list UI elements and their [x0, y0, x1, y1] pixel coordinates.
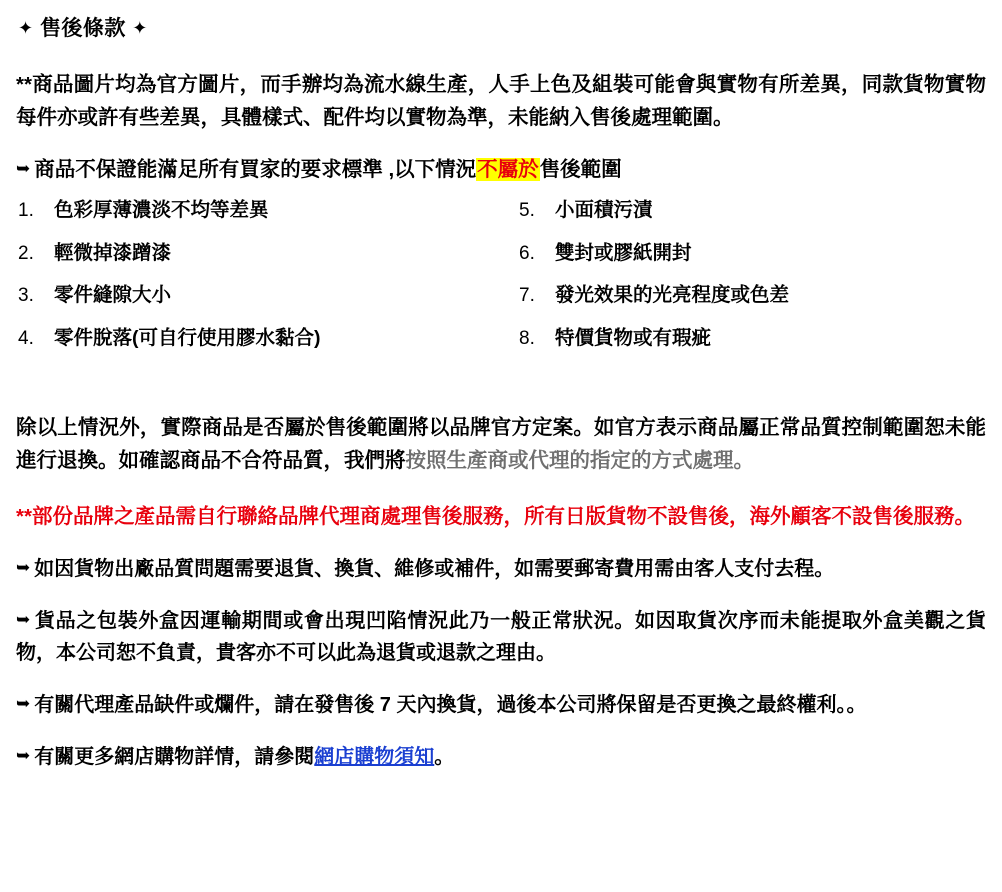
red-warning-paragraph: **部份品牌之產品需自行聯絡品牌代理商處理售後服務，所有日版貨物不設售後，海外顧客不設售後服務。 [16, 504, 975, 528]
note-shipping-fee [16, 553, 986, 585]
list-item-label: 零件脫落(可自行使用膠水黏合) [54, 326, 321, 349]
note-packaging-damage [16, 605, 986, 669]
policy-paragraph [16, 411, 986, 477]
arrow-right-icon: ➥ [16, 609, 31, 629]
list-item-number: 8. [519, 327, 535, 349]
list-item-number: 2. [18, 242, 34, 264]
list-item [18, 201, 501, 221]
list-item-label: 小面積污漬 [555, 199, 653, 222]
exclusion-list [16, 201, 986, 371]
list-item [18, 241, 501, 264]
list-item [519, 241, 986, 264]
page-title-text: 售後條款 [39, 17, 126, 40]
list-item [18, 286, 501, 306]
note-text-before: 有關更多網店購物詳情，請參閱 [34, 745, 315, 768]
arrow-right-icon: ➥ [16, 557, 31, 577]
list-item-label: 特價貨物或有瑕疵 [555, 326, 712, 349]
exclusion-column-right [501, 201, 986, 371]
star-right-icon: ✦ [132, 18, 148, 38]
exclusion-heading-after: 售後範圍 [539, 158, 622, 182]
list-item-number: 7. [519, 285, 535, 307]
note-missing-parts [16, 689, 986, 721]
spacer [16, 371, 986, 389]
policy-paragraph-gray: 按照生產商或代理的指定的方式處理。 [405, 449, 754, 473]
star-left-icon: ✦ [18, 18, 34, 38]
page-title [18, 12, 986, 42]
list-item-label: 零件縫隙大小 [54, 284, 172, 307]
note-text: 有關代理產品缺件或爛件，請在發售後 7 天內換貨，過後本公司將保留是否更換之最終權利。。 [34, 693, 867, 716]
list-item-label: 色彩厚薄濃淡不均等差異 [54, 199, 269, 222]
intro-paragraph: **商品圖片均為官方圖片，而手辦均為流水線生產，人手上色及組裝可能會與實物有所差異，同款貨物實物每件亦或許有些差異，具體樣式、配件均以實物為準，未能納入售後處理範圍。 [16, 73, 986, 130]
arrow-right-icon: ➥ [16, 693, 31, 713]
note-shopping-guide [16, 741, 986, 773]
list-item-label: 發光效果的光亮程度或色差 [555, 284, 790, 307]
note-text-after: 。 [434, 745, 455, 768]
list-item [18, 326, 501, 349]
list-item [519, 326, 986, 349]
exclusion-heading-before: 商品不保證能滿足所有買家的要求標準 ,以下情況 [34, 158, 477, 182]
note-text: 貨品之包裝外盒因運輸期間或會出現凹陷情況此乃一般正常狀況。如因取貨次序而未能提取外盒美觀之貨物，本公司恕不負責，貴客亦不可以此為退貨或退款之理由。 [16, 609, 986, 664]
list-item-number: 3. [18, 285, 34, 307]
exclusion-column-left [16, 201, 501, 371]
list-item-label: 雙封或膠紙開封 [555, 241, 692, 264]
exclusion-heading [16, 154, 986, 187]
list-item-number: 5. [519, 200, 535, 222]
policy-paragraph-black: 除以上情況外，實際商品是否屬於售後範圍將以品牌官方定案。如官方表示商品屬正常品質控制範圍恕未能進行退換。如確認商品不合符品質，我們將 [16, 416, 986, 473]
list-item [519, 286, 986, 306]
exclusion-heading-highlight: 不屬於 [477, 158, 539, 182]
list-item-label: 輕微掉漆蹭漆 [54, 241, 172, 264]
list-item [519, 201, 986, 221]
arrow-right-icon: ➥ [16, 745, 31, 765]
list-item-number: 6. [519, 242, 535, 264]
shopping-guide-link[interactable]: 網店購物須知 [314, 745, 435, 768]
note-text: 如因貨物出廠品質問題需要退貨、換貨、維修或補件，如需要郵寄費用需由客人支付去程。 [34, 557, 835, 580]
list-item-number: 4. [18, 327, 34, 349]
arrow-right-icon: ➥ [16, 159, 31, 179]
list-item-number: 1. [18, 200, 34, 222]
